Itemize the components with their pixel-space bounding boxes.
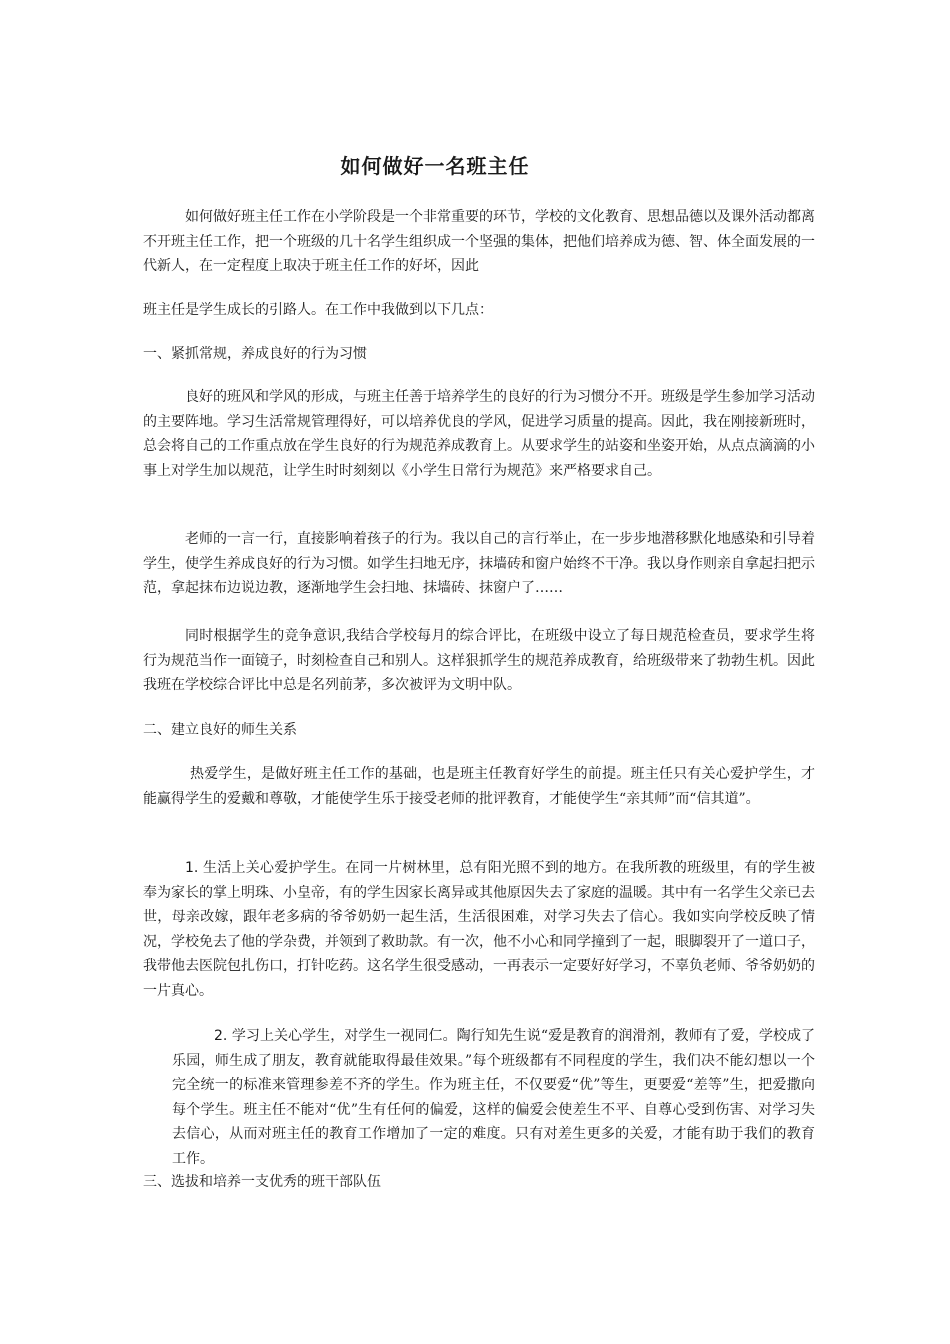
list-item-number: 1. bbox=[185, 860, 199, 876]
section-1-paragraph-2: 老师的一言一行，直接影响着孩子的行为。我以自己的言行举止，在一步步地潜移默化地感染和引导着学生，使学生养成良好的行为习惯。如学生扫地无序，抹墙砖和窗户始终不干净。我以身作则亲自拿起扫把示范，拿起抹布边说边教，逐渐地学生会扫地、抹墙砖、抹窗户了…… bbox=[143, 531, 815, 596]
document-title: 如何做好一名班主任 bbox=[340, 154, 530, 178]
list-item-text: 学习上关心学生，对学生一视同仁。陶行知先生说“爱是教育的润滑剂，教师有了爱，学校成了乐园，师生成了朋友，教育就能取得最佳效果。”每个班级都有不同程度的学生，我们决不能幻想以一个完全统一的标准来管理参差不齐的学生。作为班主任，不仅要爱“优”等生，更要爱“差等”生，把爱撒向每个学生。班主任不能对“优”生有任何的偏爱，这样的偏爱会使差生不平、自尊心受到伤害、对学习失去信心，从而对班主任的教育工作增加了一定的难度。只有对差生更多的关爱，才能有助于我们的教育工作。 bbox=[172, 1028, 815, 1167]
lead-paragraph: 班主任是学生成长的引路人。在工作中我做到以下几点： bbox=[143, 302, 493, 318]
section-2-list-item-2 bbox=[172, 1024, 815, 1171]
intro-paragraph: 如何做好班主任工作在小学阶段是一个非常重要的环节，学校的文化教育、思想品德以及课外活动都离不开班主任工作，把一个班级的几十名学生组织成一个坚强的集体，把他们培养成为德、智、体全面发展的一代新人，在一定程度上取决于班主任工作的好坏，因此 bbox=[143, 209, 815, 274]
section-1-paragraph-3: 同时根据学生的竞争意识,我结合学校每月的综合评比，在班级中设立了每日规范检查员，要求学生将行为规范当作一面镜子，时刻检查自己和别人。这样狠抓学生的规范养成教育，给班级带来了勃勃生机。因此我班在学校综合评比中总是名列前茅，多次被评为文明中队。 bbox=[143, 628, 815, 693]
section-2-paragraph-1: 热爱学生，是做好班主任工作的基础，也是班主任教育好学生的前提。班主任只有关心爱护学生，才能赢得学生的爱戴和尊敬，才能使学生乐于接受老师的批评教育，才能使学生“亲其师”而“信其道”。 bbox=[143, 766, 815, 807]
section-3-heading: 三、选拔和培养一支优秀的班干部队伍 bbox=[143, 1174, 381, 1190]
list-item-text: 生活上关心爱护学生。在同一片树林里，总有阳光照不到的地方。在我所教的班级里，有的学生被奉为家长的掌上明珠、小皇帝，有的学生因家长离异或其他原因失去了家庭的温暖。其中有一名学生父亲已去世，母亲改嫁，跟年老多病的爷爷奶奶一起生活，生活很困难，对学习失去了信心。我如实向学校反映了情况，学校免去了他的学杂费，并领到了救助款。有一次，他不小心和同学撞到了一起，眼脚裂开了一道口子，我带他去医院包扎伤口，打针吃药。这名学生很受感动，一再表示一定要好好学习，不辜负老师、爷爷奶奶的一片真心。 bbox=[143, 860, 815, 999]
list-item-number: 2. bbox=[214, 1028, 228, 1044]
section-1-heading: 一、紧抓常规，养成良好的行为习惯 bbox=[143, 346, 367, 362]
section-1-paragraph-1: 良好的班风和学风的形成，与班主任善于培养学生的良好的行为习惯分不开。班级是学生参加学习活动的主要阵地。学习生活常规管理得好，可以培养优良的学风，促进学习质量的提高。因此，我在刚接新班时，总会将自己的工作重点放在学生良好的行为规范养成教育上。从要求学生的站姿和坐姿开始，从点点滴滴的小事上对学生加以规范，让学生时时刻刻以《小学生日常行为规范》来严格要求自己。 bbox=[143, 389, 815, 479]
section-2-list-item-1 bbox=[143, 856, 815, 1003]
section-2-heading: 二、建立良好的师生关系 bbox=[143, 722, 297, 738]
